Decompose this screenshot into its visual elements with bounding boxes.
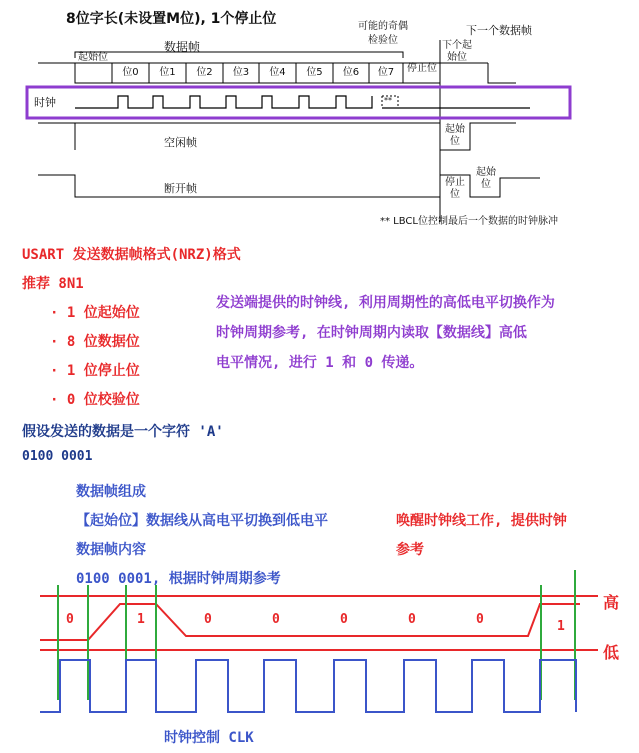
- break-start-bit: 起始位: [476, 167, 496, 190]
- diagram-title: 8位字长(未设置M位), 1个停止位: [66, 11, 277, 27]
- bit-value: 0: [204, 612, 212, 627]
- bit-value: 1: [137, 612, 145, 627]
- bit-cell: 位2: [196, 67, 213, 78]
- frame-content: 数据帧内容: [76, 542, 146, 558]
- start-desc: 【起始位】数据线从高电平切换到低电平: [76, 513, 328, 529]
- bit-cell: 位6: [342, 67, 360, 78]
- next-start-bit: 下个起始位: [442, 40, 472, 63]
- item-parity: · 0 位校验位: [50, 392, 140, 408]
- item-data: · 8 位数据位: [50, 334, 140, 350]
- notes-heading: USART 发送数据帧格式(NRZ)格式: [22, 247, 241, 263]
- bit-value: 1: [557, 619, 565, 634]
- footnote: ** LBCL位控制最后一个数据的时钟脉冲: [380, 216, 558, 227]
- break-stop-bit: 停止位: [445, 177, 465, 200]
- stop-bit-cell: 停止位: [407, 63, 437, 74]
- parity-label: 可能的奇偶检验位: [358, 21, 408, 46]
- low-label: 低: [603, 643, 620, 662]
- data-frame-label: 数据帧: [164, 40, 201, 54]
- bit-cell: 位4: [269, 67, 286, 78]
- bit-value: 0: [408, 612, 416, 627]
- content-value: 0100 0001, 根据时钟周期参考: [76, 571, 281, 587]
- binary-text: 0100 0001: [22, 449, 93, 464]
- next-frame-label: 下一个数据帧: [466, 24, 532, 37]
- start-bit-cell: 起始位: [78, 52, 108, 63]
- recommend: 推荐 8N1: [22, 276, 84, 292]
- idle-start-bit: 起始位: [445, 124, 465, 147]
- idle-frame-label: 空闲帧: [164, 136, 197, 149]
- frame-composition: 数据帧组成: [76, 484, 146, 500]
- bit-cell: 位0: [122, 67, 139, 78]
- purple-line-1: 发送端提供的时钟线, 利用周期性的高低电平切换作为: [216, 295, 555, 311]
- bit-cell: 位3: [232, 67, 250, 78]
- wake-line-2: 参考: [396, 542, 424, 558]
- wake-line-1: 唤醒时钟线工作, 提供时钟: [396, 513, 567, 529]
- item-start: · 1 位起始位: [50, 305, 140, 321]
- bit-cell: 位7: [377, 67, 395, 78]
- bit-value: 0: [66, 612, 74, 627]
- bit-cell: 位1: [159, 67, 176, 78]
- high-label: 高: [603, 593, 620, 612]
- bit-value: 0: [476, 612, 484, 627]
- break-frame-label: 断开帧: [164, 182, 197, 195]
- clock-label: 时钟: [34, 96, 56, 109]
- bit-cell: 位5: [306, 67, 323, 78]
- purple-line-2: 时钟周期参考, 在时钟周期内读取【数据线】高低: [216, 325, 527, 341]
- clock-pulse-mark: **: [384, 96, 392, 105]
- assume-text: 假设发送的数据是一个字符 'A': [22, 424, 224, 440]
- clock-caption: 时钟控制 CLK: [164, 730, 254, 746]
- bit-value: 0: [340, 612, 348, 627]
- purple-line-3: 电平情况, 进行 1 和 0 传递。: [216, 355, 424, 371]
- bit-value: 0: [272, 612, 280, 627]
- item-stop: · 1 位停止位: [50, 363, 140, 379]
